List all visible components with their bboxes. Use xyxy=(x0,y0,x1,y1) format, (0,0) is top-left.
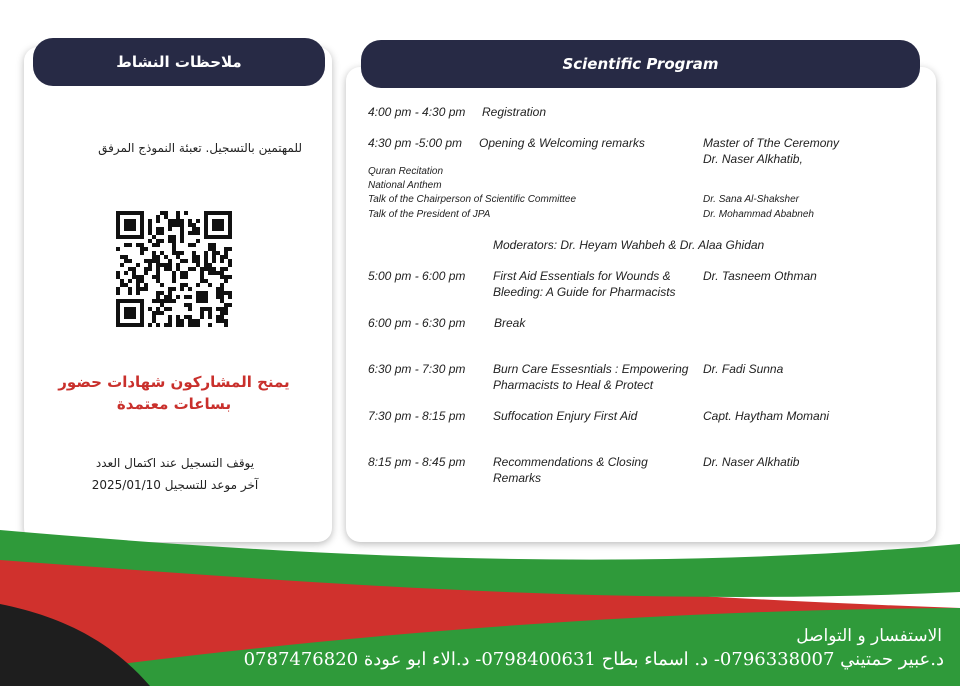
break-label: Break xyxy=(494,316,526,330)
registration-qr-code[interactable] xyxy=(116,211,232,327)
session-4-time: 8:15 pm - 8:45 pm xyxy=(368,455,466,469)
registration-time: 4:00 pm - 4:30 pm xyxy=(368,105,466,119)
chair-talk: Talk of the Chairperson of Scientific Committee xyxy=(368,194,577,205)
chair-name: Dr. Sana Al-Shaksher xyxy=(703,194,799,205)
session-1-time: 5:00 pm - 6:00 pm xyxy=(368,269,466,283)
deadline-note: آخر موعد للتسجيل 2025/01/10 xyxy=(91,478,259,492)
qr-code-graphic xyxy=(116,211,232,327)
registration-closing-note xyxy=(60,452,290,496)
certificate-note xyxy=(54,371,294,415)
session-3-speaker: Capt. Haytham Momani xyxy=(703,409,830,423)
registration-note: للمهتمين بالتسجيل. تعبئة النموذج المرفق xyxy=(98,141,302,155)
session-2-speaker: Dr. Fadi Sunna xyxy=(703,362,784,376)
session-2-title-line-2: Pharmacists to Heal & Protect xyxy=(493,378,654,392)
master-title: Master of Tthe Ceremony xyxy=(703,136,840,150)
break-time: 6:00 pm - 6:30 pm xyxy=(368,316,466,330)
anthem-item: National Anthem xyxy=(368,180,442,191)
session-1-speaker: Dr. Tasneem Othman xyxy=(703,269,817,283)
contact-title: الاستفسار و التواصل xyxy=(796,626,942,646)
certificate-line-2: بساعات معتمدة xyxy=(116,395,232,413)
stop-note: يوقف التسجيل عند اكتمال العدد xyxy=(95,456,255,470)
master-name: Dr. Naser Alkhatib, xyxy=(703,152,803,166)
registration-label: Registration xyxy=(482,105,547,119)
contact-numbers: د.عبير حمتيني 0796338007- د. اسماء بطاح 0798400631- د.الاء ابو عودة 0787476820 xyxy=(243,649,944,670)
program-header: Scientific Program xyxy=(361,40,920,88)
opening-label: Opening & Welcoming remarks xyxy=(479,136,645,150)
president-talk: Talk of the President of JPA xyxy=(368,209,491,220)
certificate-line-1: يمنح المشاركون شهادات حضور xyxy=(58,373,290,391)
session-2-title-line-1: Burn Care Essesntials : Empowering xyxy=(493,362,689,376)
president-name: Dr. Mohammad Ababneh xyxy=(703,209,814,220)
session-4-title-line-2: Remarks xyxy=(493,471,542,485)
session-3-title: Suffocation Enjury First Aid xyxy=(493,409,638,423)
notes-header: ملاحظات النشاط xyxy=(33,38,325,86)
opening-time: 4:30 pm -5:00 pm xyxy=(368,136,463,150)
session-4-title-line-1: Recommendations & Closing xyxy=(493,455,648,469)
moderators: Moderators: Dr. Heyam Wahbeh & Dr. Alaa Ghidan xyxy=(493,238,765,252)
session-3-time: 7:30 pm - 8:15 pm xyxy=(368,409,466,423)
session-1-title-line-2: Bleeding: A Guide for Pharmacists xyxy=(493,285,676,299)
session-4-speaker: Dr. Naser Alkhatib xyxy=(703,455,800,469)
quran-item: Quran Recitation xyxy=(368,166,444,177)
session-1-title-line-1: First Aid Essentials for Wounds & xyxy=(493,269,671,283)
session-2-time: 6:30 pm - 7:30 pm xyxy=(368,362,466,376)
